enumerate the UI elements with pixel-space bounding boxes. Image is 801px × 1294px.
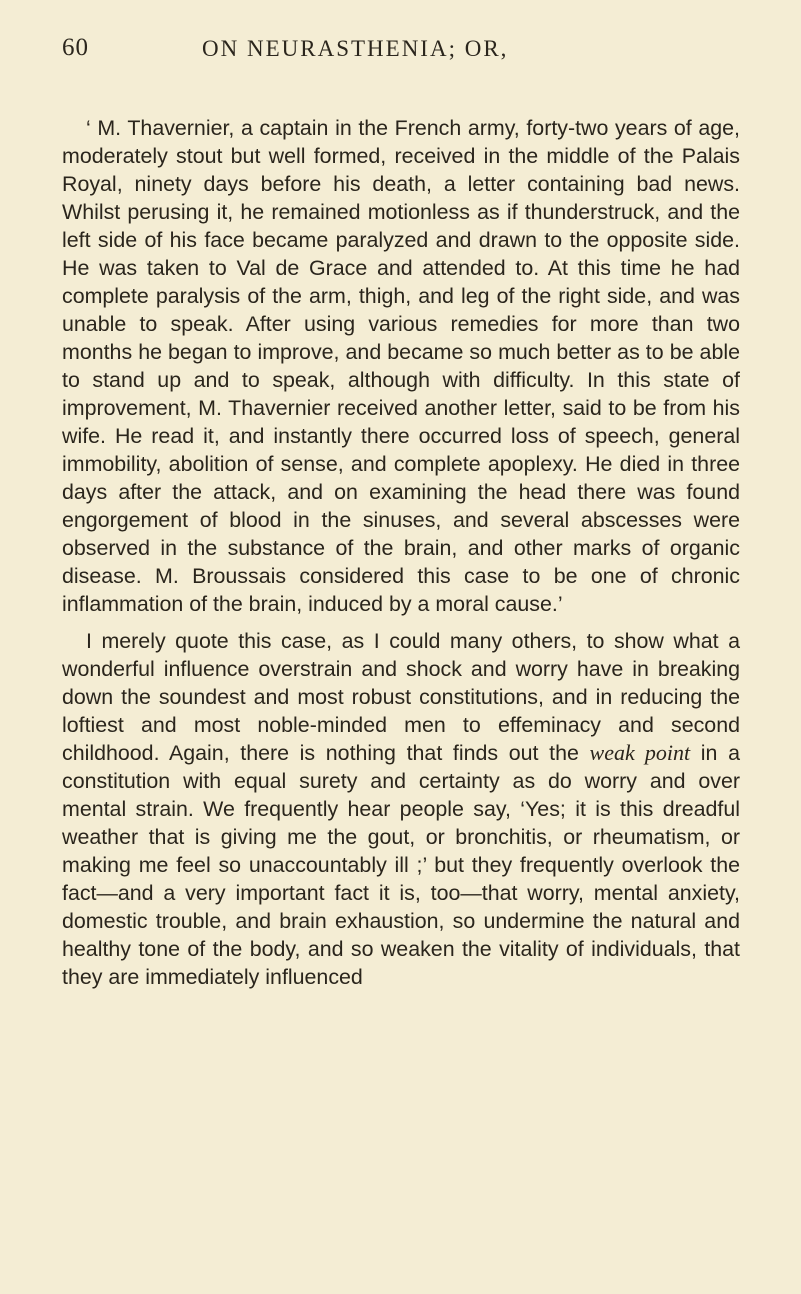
body-text [62, 114, 740, 991]
paragraph-2 [62, 627, 740, 991]
paragraph-2-text-end: in a constitution with equal surety and certainty as do worry and over mental strain. We frequently hear people say, ‘Yes; it is this dreadful weather that is giving me the gout, or bronchitis, or rheumatism, or making me feel so unaccountably ill ;’ but they frequently overlook the fact—and a very important fact it is, too—that worry, mental anxiety, domestic trouble, and brain exhaustion, so undermine the natural and healthy tone of the body, and so weaken the vitality of individuals, that they are immediately influenced [62, 741, 740, 989]
page-header [62, 34, 741, 74]
paragraph-2-text-start: I merely quote this case, as I could many others, to show what a wonderful influence overstrain and shock and worry have in breaking down the soundest and most robust constitutions, and in reducing the loftiest and most noble-minded men to effeminacy and second childhood. Again, there is nothing that finds out the [62, 629, 740, 765]
running-head: ON NEURASTHENIA; OR, [202, 36, 509, 61]
page-number: 60 [62, 34, 89, 61]
italic-emphasis: weak point [589, 740, 691, 765]
paragraph-1: ‘ M. Thavernier, a captain in the French army, forty-two years of age, moderately stout but well formed, received in the middle of the Palais Royal, ninety days before his death, a letter containing bad news. Whilst perusing it, he remained motionless as if thunderstruck, and the left side of his face became paralyzed and drawn to the opposite side. He was taken to Val de Grace and attended to. At this time he had complete paralysis of the arm, thigh, and leg of the right side, and was unable to speak. After using various remedies for more than two months he began to improve, and became so much better as to be able to stand up and to speak, although with difficulty. In this state of improvement, M. Thavernier received another letter, said to be from his wife. He read it, and instantly there occurred loss of speech, general immobility, abolition of sense, and complete apoplexy. He died in three days after the attack, and on examining the head there was found engorgement of blood in the sinuses, and several abscesses were observed in the substance of the brain, and other marks of organic disease. M. Broussais considered this case to be one of chronic inflammation of the brain, induced by a moral cause.’ [62, 116, 740, 616]
